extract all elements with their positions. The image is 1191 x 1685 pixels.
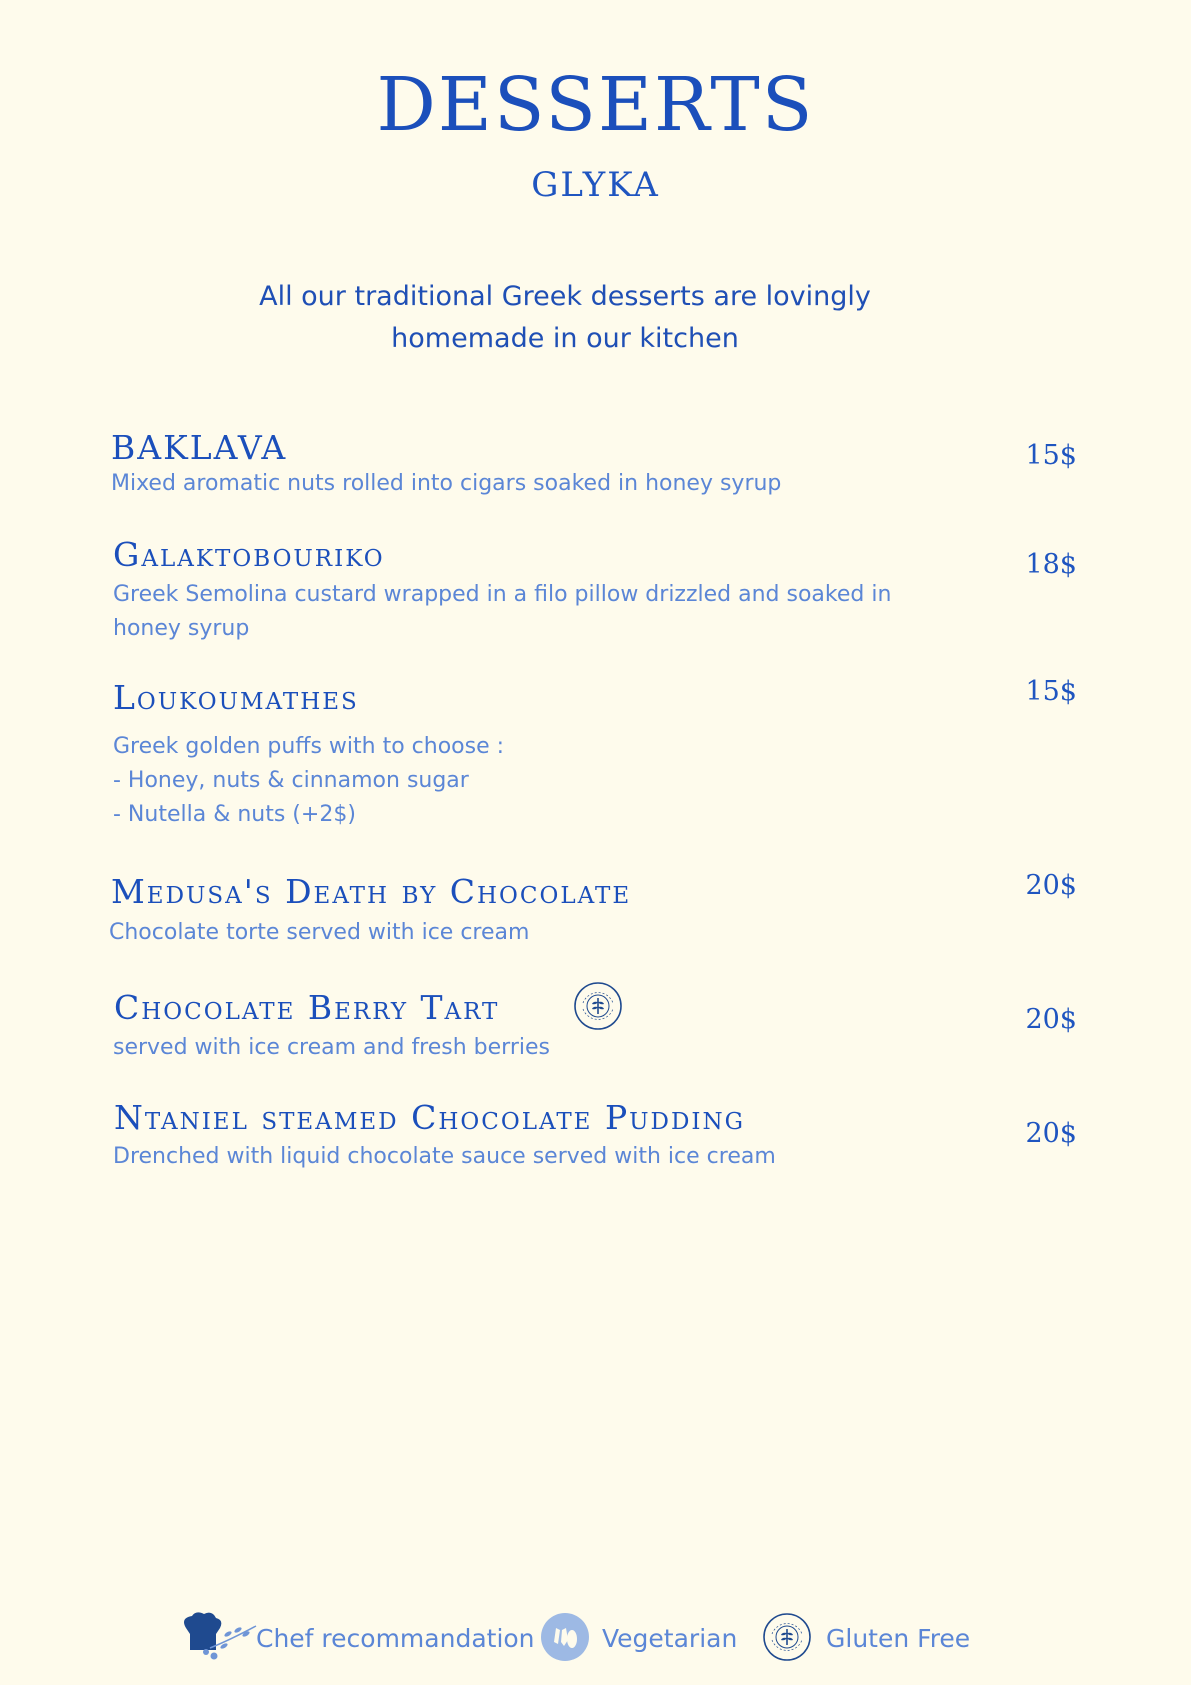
description-line: Mixed aromatic nuts rolled into cigars soaked in honey syrup <box>111 471 782 496</box>
item-description <box>109 916 529 950</box>
description-line: Chocolate torte served with ice cream <box>109 920 530 945</box>
item-price: 15$ <box>1025 440 1077 471</box>
menu-subtitle: GLYKA <box>531 165 660 205</box>
legend-gluten-free <box>762 1612 982 1662</box>
item-price: 15$ <box>1025 676 1077 707</box>
item-price: 20$ <box>1025 1118 1077 1149</box>
item-price: 20$ <box>1025 870 1077 901</box>
description-line: - Nutella & nuts (+2$) <box>113 802 356 827</box>
description-line: Greek Semolina custard wrapped in a filo pillow drizzled and soaked in <box>113 582 892 607</box>
legend-chef-recommendation <box>180 1612 535 1662</box>
item-price: 20$ <box>1025 1004 1077 1035</box>
description-line: - Honey, nuts & cinnamon sugar <box>113 768 469 793</box>
description-line: Greek golden puffs with to choose : <box>113 734 505 759</box>
item-price: 18$ <box>1025 549 1077 580</box>
item-description <box>113 1031 550 1065</box>
item-name: Chocolate Berry Tart <box>114 988 500 1027</box>
intro-line: All our traditional Greek desserts are lovingly <box>259 281 871 312</box>
legend-vegetarian <box>540 1612 740 1662</box>
item-name: BAKLAVA <box>111 428 288 467</box>
item-name: Galaktobouriko <box>113 535 385 574</box>
item-name: Medusa's Death by Chocolate <box>111 872 632 911</box>
item-description <box>111 467 781 501</box>
menu-title: DESSERTS <box>376 62 815 148</box>
item-name: Ntaniel steamed Chocolate Pudding <box>114 1098 746 1137</box>
legend-label: Gluten Free <box>826 1624 971 1653</box>
description-line: served with ice cream and fresh berries <box>113 1035 550 1060</box>
legend-label: Vegetarian <box>602 1624 738 1653</box>
gluten-free-icon <box>762 1612 812 1662</box>
intro-text <box>245 276 885 360</box>
legend-label: Chef recommandation <box>256 1624 535 1653</box>
item-name: Loukoumathes <box>113 678 359 717</box>
item-description <box>113 1140 776 1174</box>
description-line: Drenched with liquid chocolate sauce served with ice cream <box>113 1144 776 1169</box>
chef-hat-olive-icon <box>180 1612 258 1662</box>
intro-line: homemade in our kitchen <box>391 323 739 354</box>
item-description <box>113 578 891 646</box>
description-line: honey syrup <box>113 616 250 641</box>
legend <box>0 1612 1191 1662</box>
gluten-free-badge-icon <box>573 981 623 1031</box>
item-description <box>113 730 504 832</box>
vegetarian-icon <box>540 1612 590 1662</box>
